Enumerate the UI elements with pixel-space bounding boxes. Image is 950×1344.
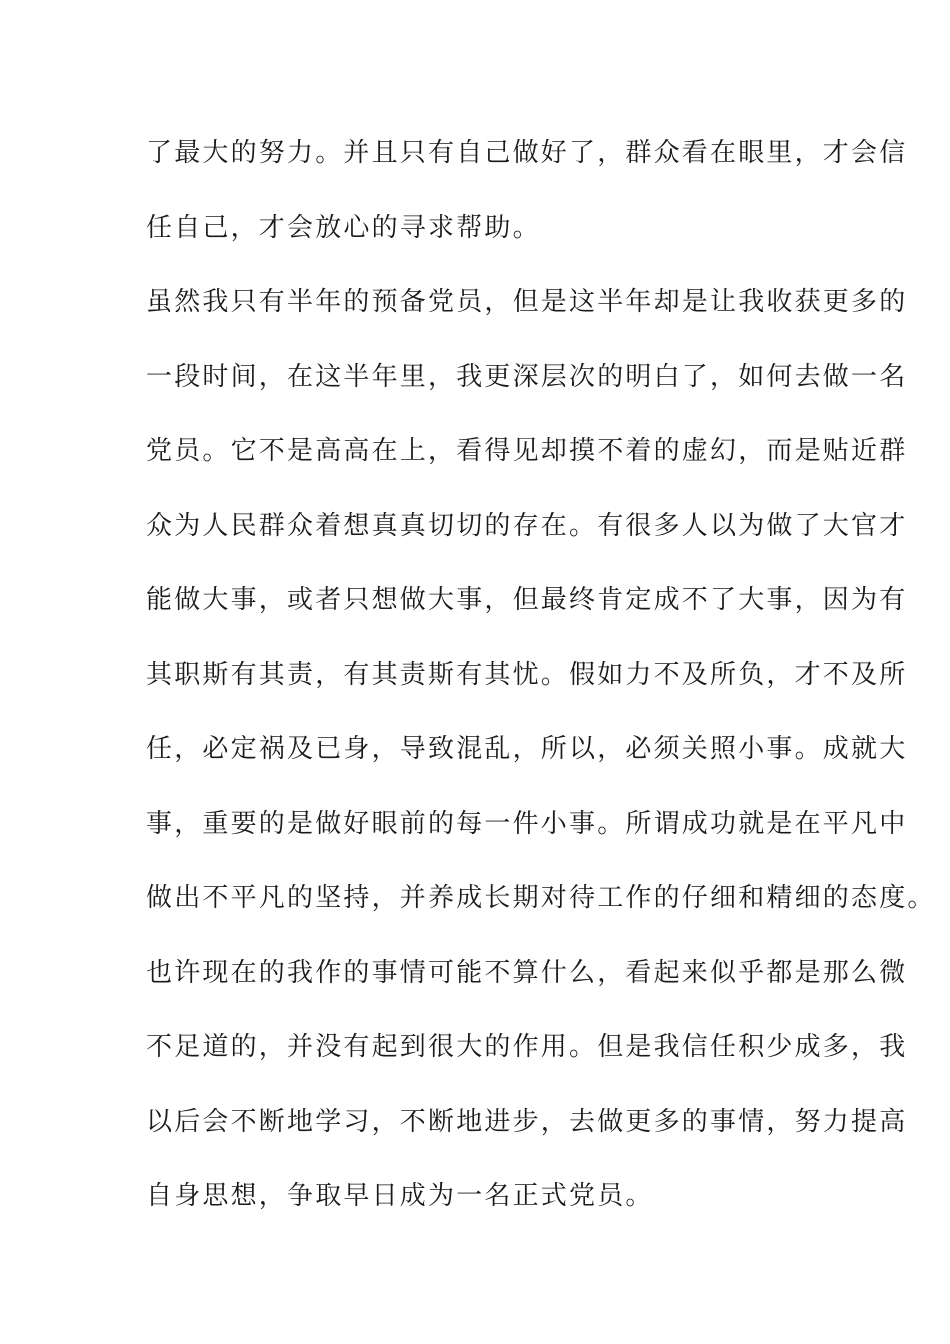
text-line-14: 以后会不断地学习，不断地进步，去做更多的事情，努力提高 — [146, 1106, 908, 1137]
text-line-5: 党员。它不是高高在上，看得见却摸不着的虚幻，而是贴近群 — [146, 436, 908, 466]
text-line-15: 自身思想，争取早日成为一名正式党员。 — [146, 1181, 654, 1211]
text-line-3: 虽然我只有半年的预备党员，但是这半年却是让我收获更多的 — [146, 287, 908, 317]
body-text — [146, 132, 936, 1250]
text-line-11: 做出不平凡的坚持，并养成长期对待工作的仔细和精细的态度。 — [146, 883, 936, 913]
text-line-6: 众为人民群众着想真真切切的存在。有很多人以为做了大官才 — [146, 510, 908, 541]
text-line-7: 能做大事，或者只想做大事，但最终肯定成不了大事，因为有 — [146, 585, 908, 615]
text-line-2: 任自己，才会放心的寻求帮助。 — [146, 212, 541, 243]
text-line-1: 了最大的努力。并且只有自己做好了，群众看在眼里，才会信 — [146, 138, 908, 168]
text-line-9: 任，必定祸及已身，导致混乱，所以，必须关照小事。成就大 — [146, 734, 908, 764]
text-line-8: 其职斯有其责，有其责斯有其忧。假如力不及所负，才不及所 — [146, 659, 908, 690]
text-line-12: 也许现在的我作的事情可能不算什么，看起来似乎都是那么微 — [146, 957, 908, 988]
text-line-13: 不足道的，并没有起到很大的作用。但是我信任积少成多，我 — [146, 1032, 908, 1062]
text-line-4: 一段时间，在这半年里，我更深层次的明白了，如何去做一名 — [146, 361, 908, 392]
text-line-10: 事，重要的是做好眼前的每一件小事。所谓成功就是在平凡中 — [146, 808, 908, 839]
